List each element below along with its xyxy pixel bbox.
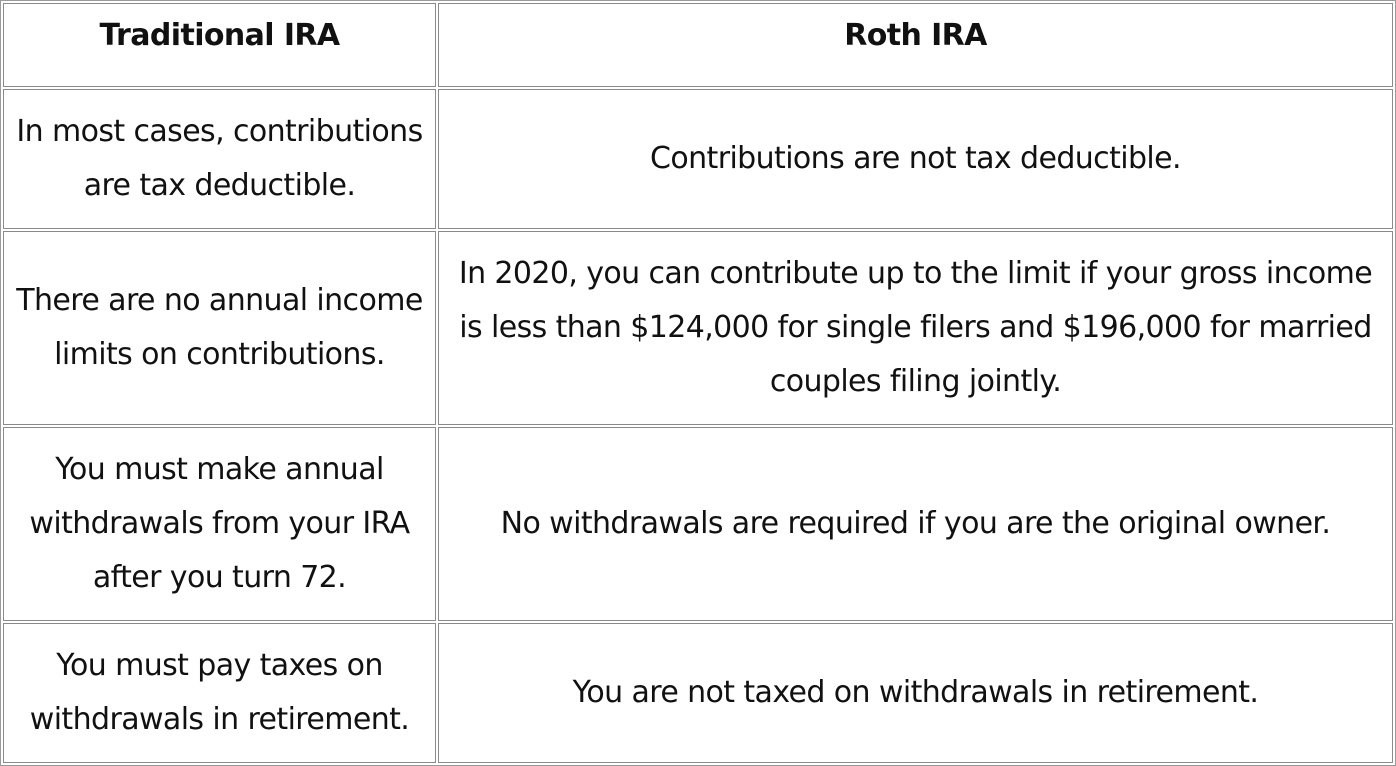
header-row [3,3,1393,87]
table-row [3,623,1393,763]
traditional-cell-withdrawals-required: You must make annual withdrawals from your IRA after you turn 72. [3,427,436,621]
table-row [3,89,1393,229]
traditional-cell-tax-deduction: In most cases, contributions are tax deductible. [3,89,436,229]
column-header-traditional-ira: Traditional IRA [3,3,436,87]
roth-cell-income-limits: In 2020, you can contribute up to the limit if your gross income is less than $124,000 for single filers and $196,000 for married couples filing jointly. [438,231,1393,425]
roth-cell-withdrawals-required: No withdrawals are required if you are the original owner. [438,427,1393,621]
traditional-cell-income-limits: There are no annual income limits on contributions. [3,231,436,425]
roth-cell-tax-deduction: Contributions are not tax deductible. [438,89,1393,229]
roth-cell-withdrawal-taxes: You are not taxed on withdrawals in retirement. [438,623,1393,763]
table-row [3,231,1393,425]
column-header-roth-ira: Roth IRA [438,3,1393,87]
traditional-cell-withdrawal-taxes: You must pay taxes on withdrawals in retirement. [3,623,436,763]
table-row [3,427,1393,621]
